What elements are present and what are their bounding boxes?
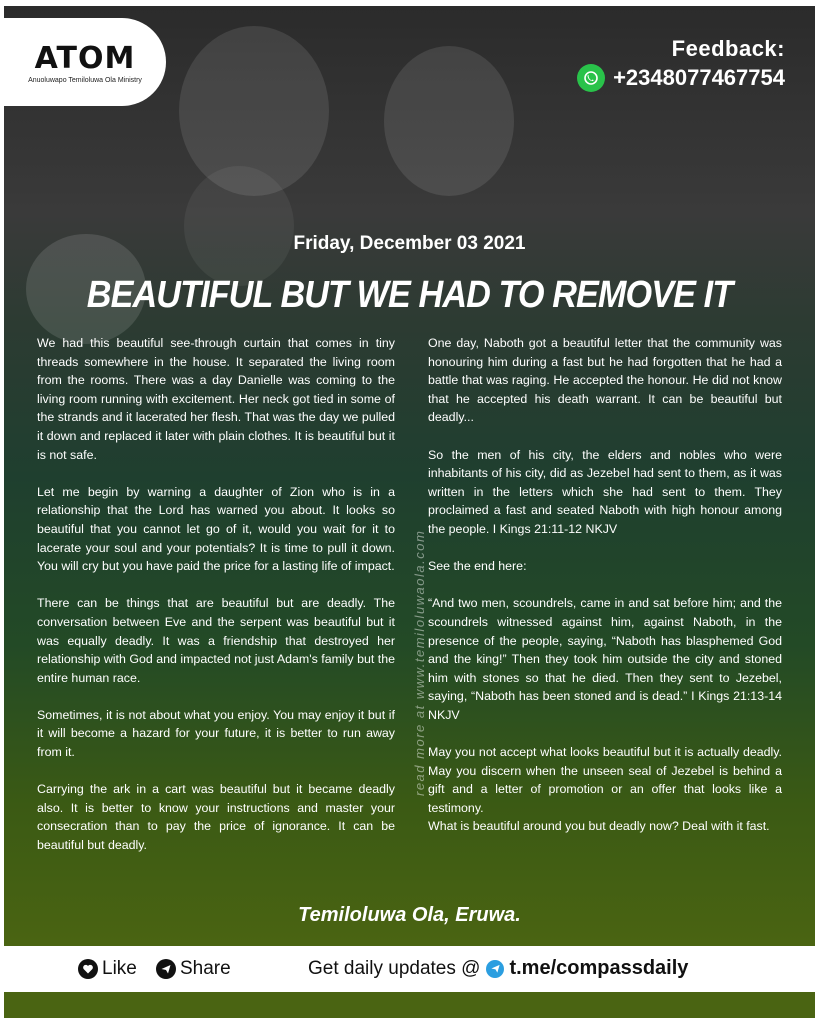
photo-silhouette-man bbox=[384, 46, 514, 196]
bottom-color-bar bbox=[4, 992, 815, 1018]
post-title: BEAUTIFUL BUT WE HAD TO REMOVE IT bbox=[86, 274, 733, 316]
paragraph: See the end here: bbox=[428, 559, 527, 574]
paragraph: One day, Naboth got a beautiful letter that the community was honouring him during a fast but he had forgotten that he had a battle that was raging. He accepted the honour. He did not know that he accepted his death warrant. It can be beautiful but deadly... bbox=[428, 336, 782, 425]
author-signature: Temiloluwa Ola, Eruwa. bbox=[298, 904, 521, 926]
devotional-poster bbox=[4, 6, 815, 946]
paragraph: Let me begin by warning a daughter of Zion who is in a relationship that the Lord has warned you about. It looks so beautiful that you cannot let go of it, would you wait for it to lacerate your soul and your potentials? It is time to pull it down. You will cry but you have paid the price for a lasting life of impact. bbox=[37, 484, 395, 574]
paragraph: What is beautiful around you but deadly now? Deal with it fast. bbox=[428, 819, 770, 834]
footer-bar bbox=[0, 946, 819, 992]
logo-badge bbox=[4, 18, 166, 106]
daily-updates bbox=[308, 957, 688, 980]
feedback-phone[interactable]: +2348077467754 bbox=[613, 65, 785, 90]
share-label: Share bbox=[180, 958, 231, 979]
like-label: Like bbox=[102, 958, 137, 979]
paragraph: There can be things that are beautiful but are deadly. The conversation between Eve and the serpent was beautiful but it was equally deadly. It was a friendship that destroyed her relationship with God and impacted not just Adam's family but the entire human race. bbox=[37, 596, 395, 685]
feedback-contact[interactable] bbox=[577, 64, 785, 92]
heart-icon bbox=[78, 959, 98, 979]
paragraph: So the men of his city, the elders and nobles who were inhabitants of his city, did as Jezebel had sent to them, as it was written in the letters which she had sent to them. They proclaimed a fast and seated Naboth with high honour among the people. I Kings 21:11-12 NKJV bbox=[428, 447, 782, 536]
paragraph: May you not accept what looks beautiful but it is actually deadly. May you discern when the unseen seal of Jezebel is behind a gift and a letter of promotion or an offer that looks like a testimony. bbox=[428, 745, 782, 815]
right-column bbox=[428, 334, 782, 855]
photo-silhouette-child bbox=[184, 166, 294, 286]
logo-subtitle: Anuoluwapo Temiloluwa Ola Ministry bbox=[28, 76, 142, 84]
like-button[interactable] bbox=[78, 958, 137, 980]
feedback-label: Feedback: bbox=[671, 36, 785, 61]
feedback-block bbox=[577, 36, 785, 92]
post-date: Friday, December 03 2021 bbox=[293, 233, 526, 254]
share-button[interactable] bbox=[156, 958, 231, 980]
website-note: read more at www.temiloluwaola.com bbox=[412, 529, 427, 796]
paragraph: Sometimes, it is not about what you enjoy. You may enjoy it but if it will become a hazard for your future, it is better to run away from it. bbox=[37, 707, 395, 760]
paragraph: We had this beautiful see-through curtain that comes in tiny threads somewhere in the house. It separated the living room from the rooms. There was a day Danielle was coming to the living room running with excitement. Her neck got tied in some of the strands and it lacerated her flesh. That was the day we pulled it down and replaced it later with plain clothes. It is beautiful but it is not safe. bbox=[37, 336, 395, 462]
left-column bbox=[37, 334, 395, 873]
whatsapp-icon bbox=[577, 64, 605, 92]
logo-text: ATOM bbox=[34, 40, 136, 76]
telegram-link[interactable]: t.me/compassdaily bbox=[509, 957, 689, 979]
paragraph: Carrying the ark in a cart was beautiful but it became deadly also. It is better to know your instructions and master your consecration than to pay the price of ignorance. It can be beautiful but deadly. bbox=[37, 782, 395, 853]
paragraph: “And two men, scoundrels, came in and sat before him; and the scoundrels witnessed against him, against Naboth, in the presence of the people, saying, “Naboth has blasphemed God and the king!” Then they took him outside the city and stoned him with stones so that he died. Then they sent to Jezebel, saying, “Naboth has been stoned and is dead.” I Kings 21:13-14 NKJV bbox=[428, 596, 782, 722]
share-icon bbox=[156, 959, 176, 979]
updates-label: Get daily updates @ bbox=[308, 957, 481, 979]
telegram-icon bbox=[486, 960, 504, 978]
